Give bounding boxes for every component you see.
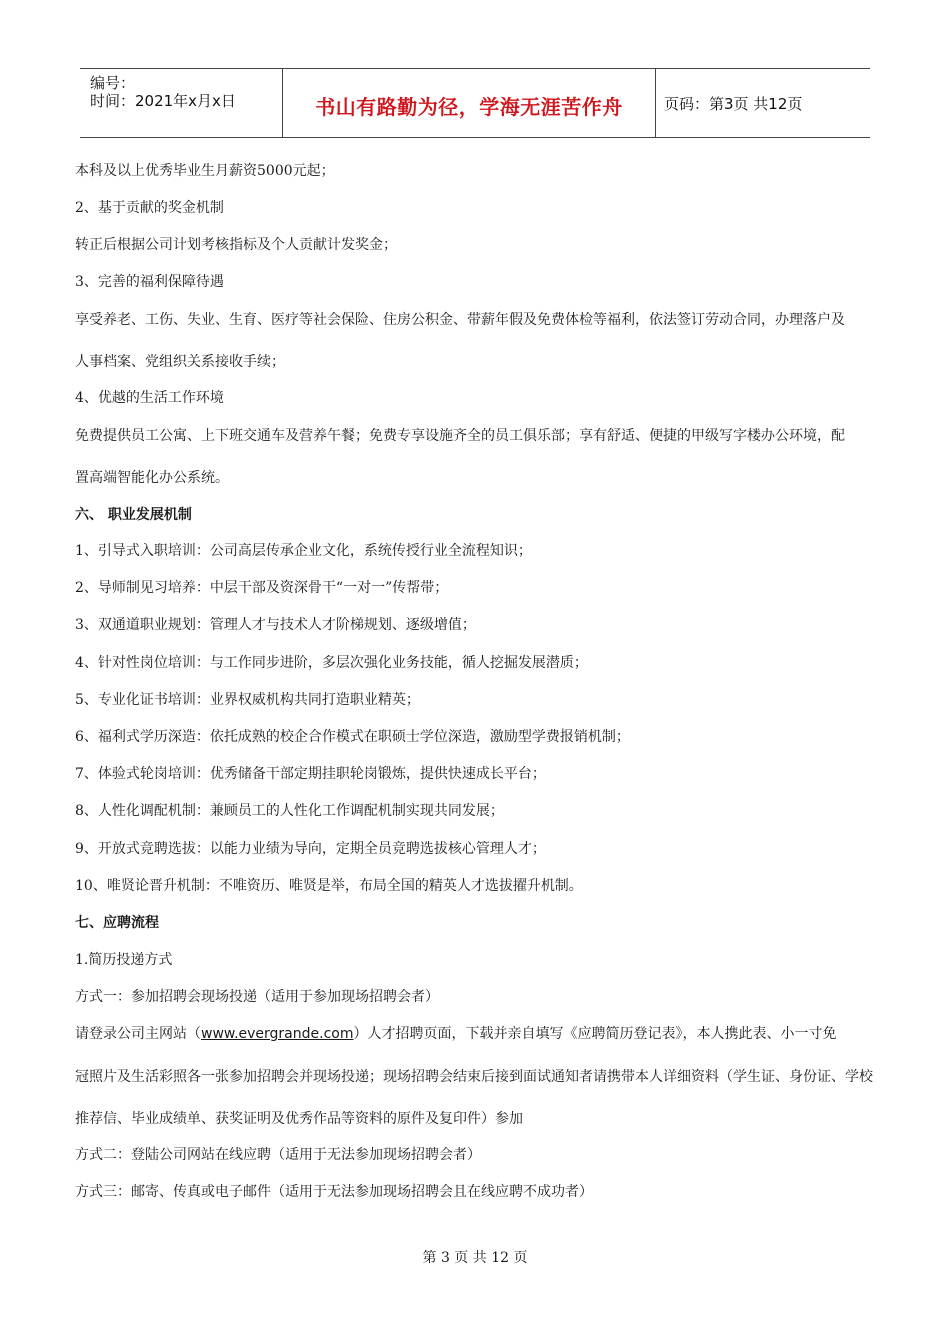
career-item-9: 9、开放式竞聘选拔：以能力业绩为导向，定期全员竞聘选拔核心管理人才； xyxy=(75,841,546,857)
date-label: 时间：2021年x月x日 xyxy=(90,92,236,110)
career-item-6: 6、福利式学历深造：依托成熟的校企合作模式在职硕士学位深造，激励型学费报销机制； xyxy=(75,729,630,745)
salary-paragraph: 本科及以上优秀毕业生月薪资5000元起； xyxy=(75,163,335,179)
welfare-paragraph-line-2: 人事档案、党组织关系接收手续； xyxy=(75,354,285,370)
bonus-paragraph: 转正后根据公司计划考核指标及个人贡献计发奖金； xyxy=(75,237,397,253)
section-recruitment-heading: 七、应聘流程 xyxy=(75,915,159,931)
method-one-paragraph-line-2: 冠照片及生活彩照各一张参加招聘会并现场投递；现场招聘会结束后接到面试通知者请携带本人详细资料（学生证、身份证、学校 xyxy=(75,1069,873,1085)
method-one-text-after-link: ）人才招聘页面，下载并亲自填写《应聘简历登记表》，本人携此表、小一寸免 xyxy=(353,1026,837,1042)
career-item-3: 3、双通道职业规划：管理人才与技术人才阶梯规划、逐级增值； xyxy=(75,617,476,633)
career-item-4: 4、针对性岗位培训：与工作同步进阶，多层次强化业务技能，循人挖掘发展潜质； xyxy=(75,655,588,671)
environment-paragraph-line-1: 免费提供员工公寓、上下班交通车及营养午餐；免费专享设施齐全的员工俱乐部；享有舒适、便捷的甲级写字楼办公环境，配 xyxy=(75,428,845,444)
section-career-heading: 六、 职业发展机制 xyxy=(75,507,192,523)
career-item-7: 7、体验式轮岗培训：优秀储备干部定期挂职轮岗锻炼，提供快速成长平台； xyxy=(75,766,546,782)
motto-text: 书山有路勤为径，学海无涯苦作舟 xyxy=(315,95,623,119)
welfare-heading: 3、完善的福利保障待遇 xyxy=(75,274,224,290)
website-link[interactable]: www.evergrande.com xyxy=(201,1026,354,1042)
method-one-text-before-link: 请登录公司主网站（ xyxy=(75,1026,201,1042)
method-one-paragraph-line-3: 推荐信、毕业成绩单、获奖证明及优秀作品等资料的原件及复印件）参加 xyxy=(75,1111,523,1127)
header-info-cell xyxy=(80,69,283,137)
welfare-paragraph-line-1: 享受养老、工伤、失业、生育、医疗等社会保险、住房公积金、带薪年假及免费体检等福利，依法签订劳动合同，办理落户及 xyxy=(75,312,845,328)
career-item-1: 1、引导式入职培训：公司高层传承企业文化，系统传授行业全流程知识； xyxy=(75,543,532,559)
page-footer: 第 3 页 共 12 页 xyxy=(422,1250,528,1266)
method-two-title: 方式二：登陆公司网站在线应聘（适用于无法参加现场招聘会者） xyxy=(75,1147,481,1163)
method-one-paragraph-line-1 xyxy=(75,1025,875,1043)
method-one-title: 方式一：参加招聘会现场投递（适用于参加现场招聘会者） xyxy=(75,989,439,1005)
resume-method-heading: 1.简历投递方式 xyxy=(75,952,173,968)
method-three-title: 方式三：邮寄、传真或电子邮件（适用于无法参加现场招聘会且在线应聘不成功者） xyxy=(75,1184,593,1200)
environment-paragraph-line-2: 置高端智能化办公系统。 xyxy=(75,470,229,486)
header-motto-cell xyxy=(283,69,656,137)
serial-number-label: 编号： xyxy=(90,74,136,92)
career-item-8: 8、人性化调配机制：兼顾员工的人性化工作调配机制实现共同发展； xyxy=(75,803,504,819)
page-info-label: 页码：第3页 共12页 xyxy=(664,95,803,113)
career-item-2: 2、导师制见习培养：中层干部及资深骨干“一对一”传帮带； xyxy=(75,580,449,596)
header-page-cell xyxy=(656,69,870,137)
environment-heading: 4、优越的生活工作环境 xyxy=(75,390,224,406)
career-item-10: 10、唯贤论晋升机制：不唯资历、唯贤是举，布局全国的精英人才选拔擢升机制。 xyxy=(75,878,583,894)
bonus-heading: 2、基于贡献的奖金机制 xyxy=(75,200,224,216)
page-header xyxy=(80,68,870,138)
career-item-5: 5、专业化证书培训：业界权威机构共同打造职业精英； xyxy=(75,692,420,708)
